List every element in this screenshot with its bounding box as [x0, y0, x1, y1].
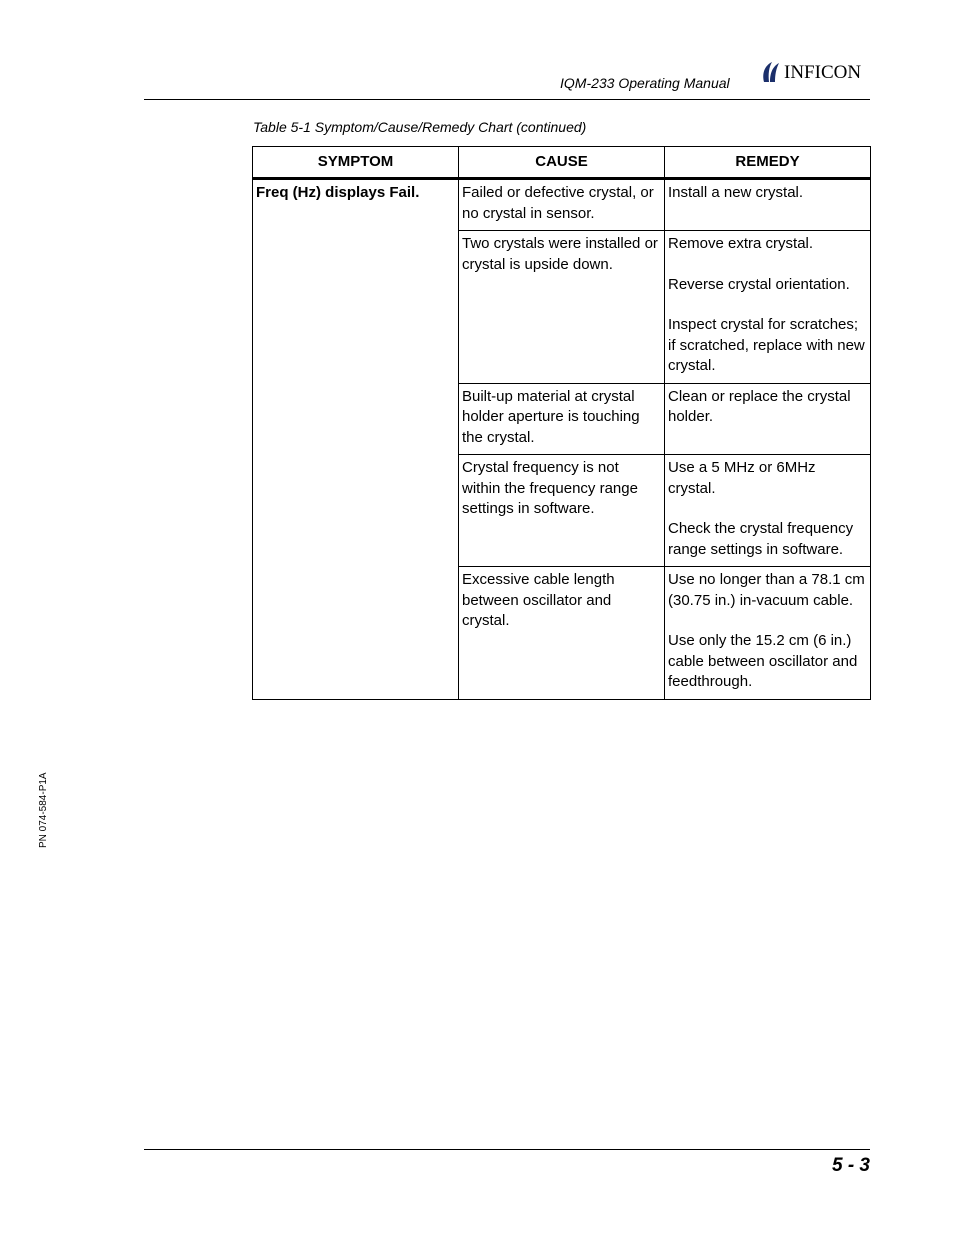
column-header-cause: CAUSE	[459, 147, 665, 179]
remedy-item: Clean or replace the crystal holder.	[668, 387, 851, 425]
remedy-item: Check the crystal frequency range settings in software.	[668, 520, 854, 558]
remedy-item: Use no longer than a 78.1 cm (30.75 in.) in-vacuum cable.	[668, 571, 865, 609]
part-number: PN 074-584-P1A	[38, 772, 49, 848]
cause-cell: Failed or defective crystal, or no crystal in sensor.	[459, 179, 665, 231]
remedy-item: Install a new crystal.	[668, 184, 804, 201]
remedy-cell	[665, 383, 871, 455]
remedy-cell	[665, 231, 871, 384]
column-header-remedy: REMEDY	[665, 147, 871, 179]
symptom-cause-remedy-table	[252, 146, 871, 700]
column-header-symptom: SYMPTOM	[253, 147, 459, 179]
remedy-cell	[665, 179, 871, 231]
manual-title: IQM-233 Operating Manual	[560, 75, 730, 91]
remedy-cell	[665, 455, 871, 567]
cause-cell: Excessive cable length between oscillator and crystal.	[459, 567, 665, 700]
table-caption: Table 5-1 Symptom/Cause/Remedy Chart (continued)	[253, 119, 587, 135]
cause-cell: Two crystals were installed or crystal is upside down.	[459, 231, 665, 384]
remedy-cell	[665, 567, 871, 700]
cause-cell: Crystal frequency is not within the frequency range settings in software.	[459, 455, 665, 567]
remedy-item: Inspect crystal for scratches; if scratched, replace with new crystal.	[668, 316, 865, 374]
remedy-item: Use only the 15.2 cm (6 in.) cable between oscillator and feedthrough.	[668, 632, 858, 690]
cause-cell: Built-up material at crystal holder aperture is touching the crystal.	[459, 383, 665, 455]
remedy-item: Remove extra crystal.	[668, 235, 814, 252]
remedy-item: Reverse crystal orientation.	[668, 275, 850, 293]
symptom-cell: Freq (Hz) displays Fail.	[253, 179, 459, 700]
remedy-item: Use a 5 MHz or 6MHz crystal.	[668, 459, 816, 497]
inficon-logo	[760, 60, 872, 84]
logo-text: INFICON	[784, 61, 862, 83]
page-number: 5 - 3	[831, 1155, 870, 1176]
inficon-logo-mark-icon	[760, 60, 782, 84]
footer-rule	[144, 1149, 870, 1150]
table-header-row	[253, 147, 871, 179]
header-rule	[144, 99, 870, 100]
table-row	[253, 179, 871, 231]
